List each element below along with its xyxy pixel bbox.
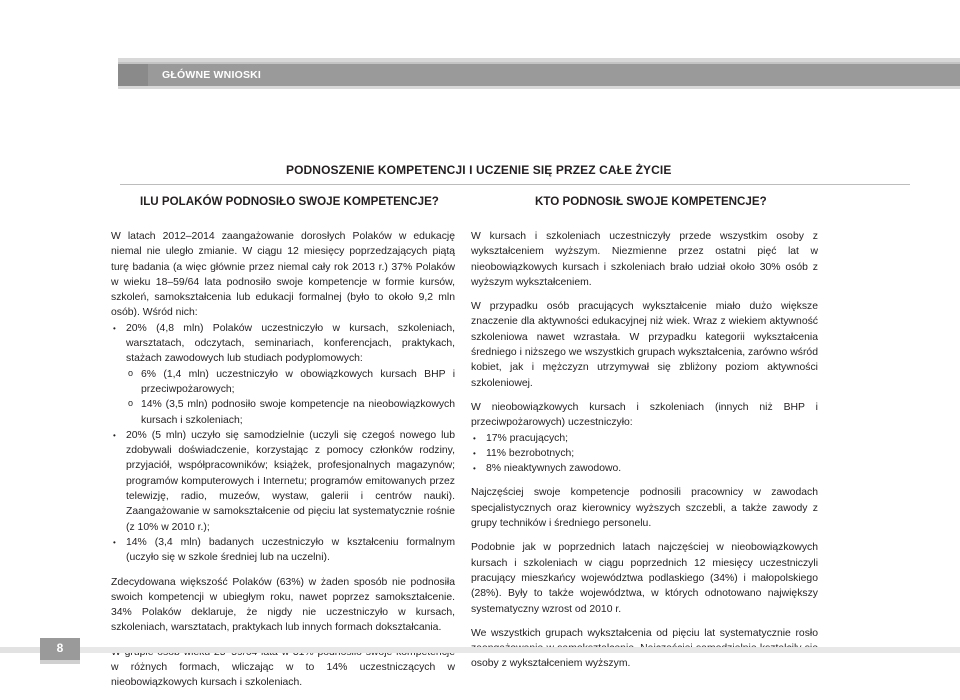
right-bullet-1: • 17% pracujących; <box>471 431 818 446</box>
left-bullet-2: • 20% (5 mln) uczyło się samodzielnie (uczyli się czegoś nowego lub zdobywali doświadczenie, korzystając z pomocy członków rodziny, przyjaciół, współpracowników; książek, profesjonalnych magazynów; programów komputerowych i Internetu; programów emitowanych przez telewizję, radio, muzeów, wystaw, galerii i centrów nauki). Zaangażowanie w samokształcenie od pięciu lat systematycznie rośnie (z 10% w 2010 r.); <box>111 428 455 535</box>
left-subbullet-1: o 6% (1,4 mln) uczestniczyło w obowiązkowych kursach BHP i przeciwpożarowych; <box>111 367 455 398</box>
section-bar-notch <box>118 64 148 86</box>
left-subbullet-2: o 14% (3,5 mln) podnosiło swoje kompetencje na nieobowiązkowych kursach i szkoleniach; <box>111 397 455 428</box>
section-header-bar <box>118 62 960 86</box>
page-title: PODNOSZENIE KOMPETENCJI I UCZENIE SIĘ PRZEZ CAŁE ŻYCIE <box>286 163 672 177</box>
right-paragraph-1: W kursach i szkoleniach uczestniczyły przede wszystkim osoby z wykształceniem wyższym. Niezmienne przez ostatni pięć lat w nieobowiązkowych kursach i szkoleniach brało udział około 30% osób z wyższym wykształceniem. <box>471 231 818 288</box>
right-paragraph-4: Najczęściej swoje kompetencje podnosili pracownicy w zawodach specjalistycznych oraz kierownicy wyższych szczebli, a także zawody z grupy techników i średniego personelu. <box>471 487 818 530</box>
right-bullet-3: • 8% nieaktywnych zawodowo. <box>471 461 818 476</box>
section-label: GŁÓWNE WNIOSKI <box>162 69 262 81</box>
left-paragraph-3: w różnych formach, wliczając w to 14% uczestniczących w nieobowiązkowych kursach i szkoleniach. <box>111 662 455 689</box>
footer-band-left <box>0 647 40 653</box>
right-paragraph-2: W przypadku osób pracujących wykształcenie miało dużo większe znaczenie dla aktywności edukacyjnej niż wiek. Wraz z wiekiem aktywność szkoleniowa nawet wzrastała. W przypadku kategorii wykształcenia średniego i niższego we wszystkich grupach wykształcenia, zarówno wśród kobiet, jak i mężczyzn utrzymywał się zbliżony poziom aktywności szkoleniowej. <box>471 301 818 389</box>
header-band-bottom <box>118 86 960 89</box>
left-paragraph-2: Zdecydowana większość Polaków (63%) w żaden sposób nie podnosiła swoich kompetencji w ubiegłym roku, nawet poprzez samokształcenie. 34% Polaków deklaruje, że nigdy nie uczestniczyło w kursach, szkoleniach, warsztatach, praktykach lub innych formach dokształcania. <box>111 576 455 634</box>
right-bullet-2: • 11% bezrobotnych; <box>471 446 818 461</box>
footer-band-right <box>80 647 960 653</box>
right-column <box>471 229 818 681</box>
title-divider <box>120 184 910 185</box>
right-paragraph-3: W nieobowiązkowych kursach i szkoleniach (innych niż BHP i przeciwpożarowych) uczestniczyło: <box>471 401 818 429</box>
right-column-heading: KTO PODNOSIŁ SWOJE KOMPETENCJE? <box>535 195 767 208</box>
page-number-box <box>40 638 80 660</box>
left-column-heading: ILU POLAKÓW PODNOSIŁO SWOJE KOMPETENCJE? <box>140 195 439 208</box>
left-bullet-1: • 20% (4,8 mln) Polaków uczestniczyło w kursach, szkoleniach, warsztatach, odczytach, seminariach, konferencjach, praktykach, stażach zawodowych lub studiach podyplomowych: <box>111 321 455 367</box>
right-paragraph-6: We wszystkich grupach wykształcenia od pięciu lat systematycznie rosło osoby z wykształceniem wyższym. <box>471 627 818 670</box>
page-number: 8 <box>56 641 64 655</box>
right-paragraph-5: Podobnie jak w poprzednich latach najczęściej w nieobowiązkowych kursach i szkoleniach w ciągu poprzednich 12 miesięcy uczestniczyli pracujący mieszkańcy województwa podlaskiego (34%) i małopolskiego (28%). Były to także województwa, w których odnotowano największy systematyczny wzrost od 2010 r. <box>471 542 818 615</box>
left-paragraph-1: W latach 2012–2014 zaangażowanie dorosłych Polaków w edukację niemal nie uległo zmianie. W ciągu 12 miesięcy poprzedzających piątą turę badania (a więc głównie przez niemal cały rok 2013 r.) 37% Polaków w wieku 18–59/64 lata podnosiło swoje kompetencje w formie kursów, szkoleń, samokształcenia lub edukacji formalnej (było to około 9,2 mln osób). Wśród nich: <box>111 231 455 319</box>
left-bullet-3: • 14% (3,4 mln) badanych uczestniczyło w kształceniu formalnym (uczyło się w szkole średniej lub na uczelni). <box>111 535 455 566</box>
left-column <box>111 229 455 700</box>
